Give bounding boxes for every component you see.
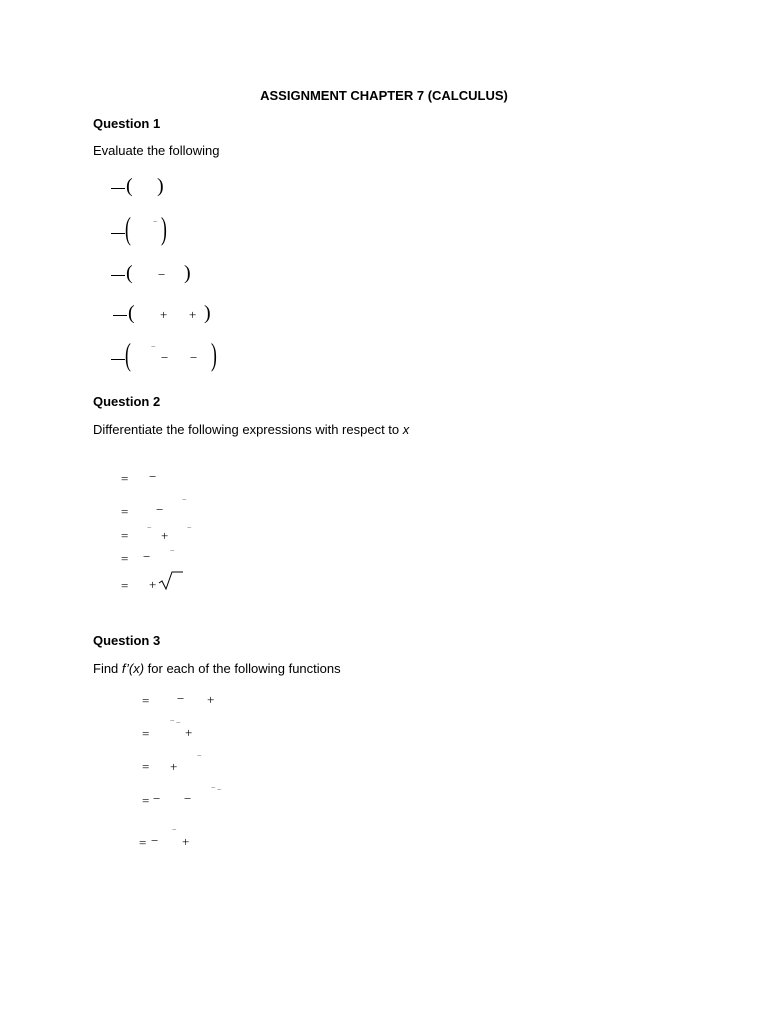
question-3-instruction bbox=[93, 661, 341, 676]
minus-sign: − bbox=[147, 523, 152, 532]
minus-sign: − bbox=[151, 833, 159, 848]
right-paren: ) bbox=[157, 175, 164, 197]
minus-sign: − bbox=[156, 502, 164, 517]
left-paren: ( bbox=[126, 262, 133, 284]
equals-sign: = bbox=[121, 471, 129, 486]
equals-sign: = bbox=[142, 726, 150, 741]
plus-sign: + bbox=[160, 307, 168, 322]
question-1-instruction: Evaluate the following bbox=[93, 143, 220, 158]
equals-sign: = bbox=[121, 528, 129, 543]
fraction-bar bbox=[111, 233, 125, 234]
right-paren: ) bbox=[211, 336, 217, 372]
minus-sign: − bbox=[158, 267, 166, 282]
instruction-text: for each of the following functions bbox=[144, 661, 341, 676]
minus-sign: − bbox=[187, 523, 192, 532]
left-paren: ( bbox=[125, 336, 131, 372]
equals-sign: = bbox=[121, 578, 129, 593]
minus-sign: − bbox=[143, 549, 151, 564]
instruction-text: Differentiate the following expressions with respect to bbox=[93, 422, 403, 437]
right-paren: ) bbox=[184, 262, 191, 284]
plus-sign: + bbox=[161, 528, 169, 543]
plus-sign: + bbox=[182, 834, 190, 849]
left-paren: ( bbox=[126, 175, 133, 197]
left-paren: ( bbox=[128, 302, 135, 324]
question-2-heading: Question 2 bbox=[93, 394, 161, 409]
plus-sign: + bbox=[185, 725, 193, 740]
plus-sign: + bbox=[149, 577, 157, 592]
question-1-heading: Question 1 bbox=[93, 116, 161, 131]
left-paren: ( bbox=[125, 210, 131, 246]
minus-sign: − bbox=[190, 350, 198, 365]
minus-sign: − bbox=[211, 783, 216, 792]
minus-sign: − bbox=[172, 825, 177, 834]
minus-sign: − bbox=[177, 691, 185, 706]
minus-sign: − bbox=[151, 342, 156, 351]
plus-sign: + bbox=[207, 692, 215, 707]
fraction-bar bbox=[111, 359, 125, 360]
equals-sign: = bbox=[142, 693, 150, 708]
minus-sign: − bbox=[176, 718, 181, 727]
minus-sign: − bbox=[170, 546, 175, 555]
fraction-bar bbox=[111, 188, 125, 189]
minus-sign: − bbox=[170, 716, 175, 725]
minus-sign: − bbox=[197, 751, 202, 760]
equals-sign: = bbox=[121, 551, 129, 566]
equals-sign: = bbox=[142, 793, 150, 808]
minus-sign: − bbox=[161, 350, 169, 365]
minus-sign: − bbox=[149, 469, 157, 484]
instruction-text: Find bbox=[93, 661, 122, 676]
equals-sign: = bbox=[139, 835, 147, 850]
plus-sign: + bbox=[170, 759, 178, 774]
document-title: ASSIGNMENT CHAPTER 7 (CALCULUS) bbox=[260, 88, 508, 103]
equals-sign: = bbox=[142, 759, 150, 774]
minus-sign: − bbox=[182, 495, 187, 504]
equals-sign: = bbox=[121, 504, 129, 519]
square-root-icon bbox=[158, 571, 184, 591]
minus-sign: − bbox=[153, 791, 161, 806]
minus-sign: − bbox=[153, 217, 158, 226]
fraction-bar bbox=[113, 315, 127, 316]
function-notation: f’(x) bbox=[121, 661, 145, 676]
plus-sign: + bbox=[189, 307, 197, 322]
variable-x: x bbox=[402, 422, 410, 437]
right-paren: ) bbox=[204, 302, 211, 324]
minus-sign: − bbox=[217, 785, 222, 794]
question-3-heading: Question 3 bbox=[93, 633, 161, 648]
right-paren: ) bbox=[161, 210, 167, 246]
minus-sign: − bbox=[184, 791, 192, 806]
question-2-instruction bbox=[93, 422, 409, 437]
fraction-bar bbox=[111, 275, 125, 276]
